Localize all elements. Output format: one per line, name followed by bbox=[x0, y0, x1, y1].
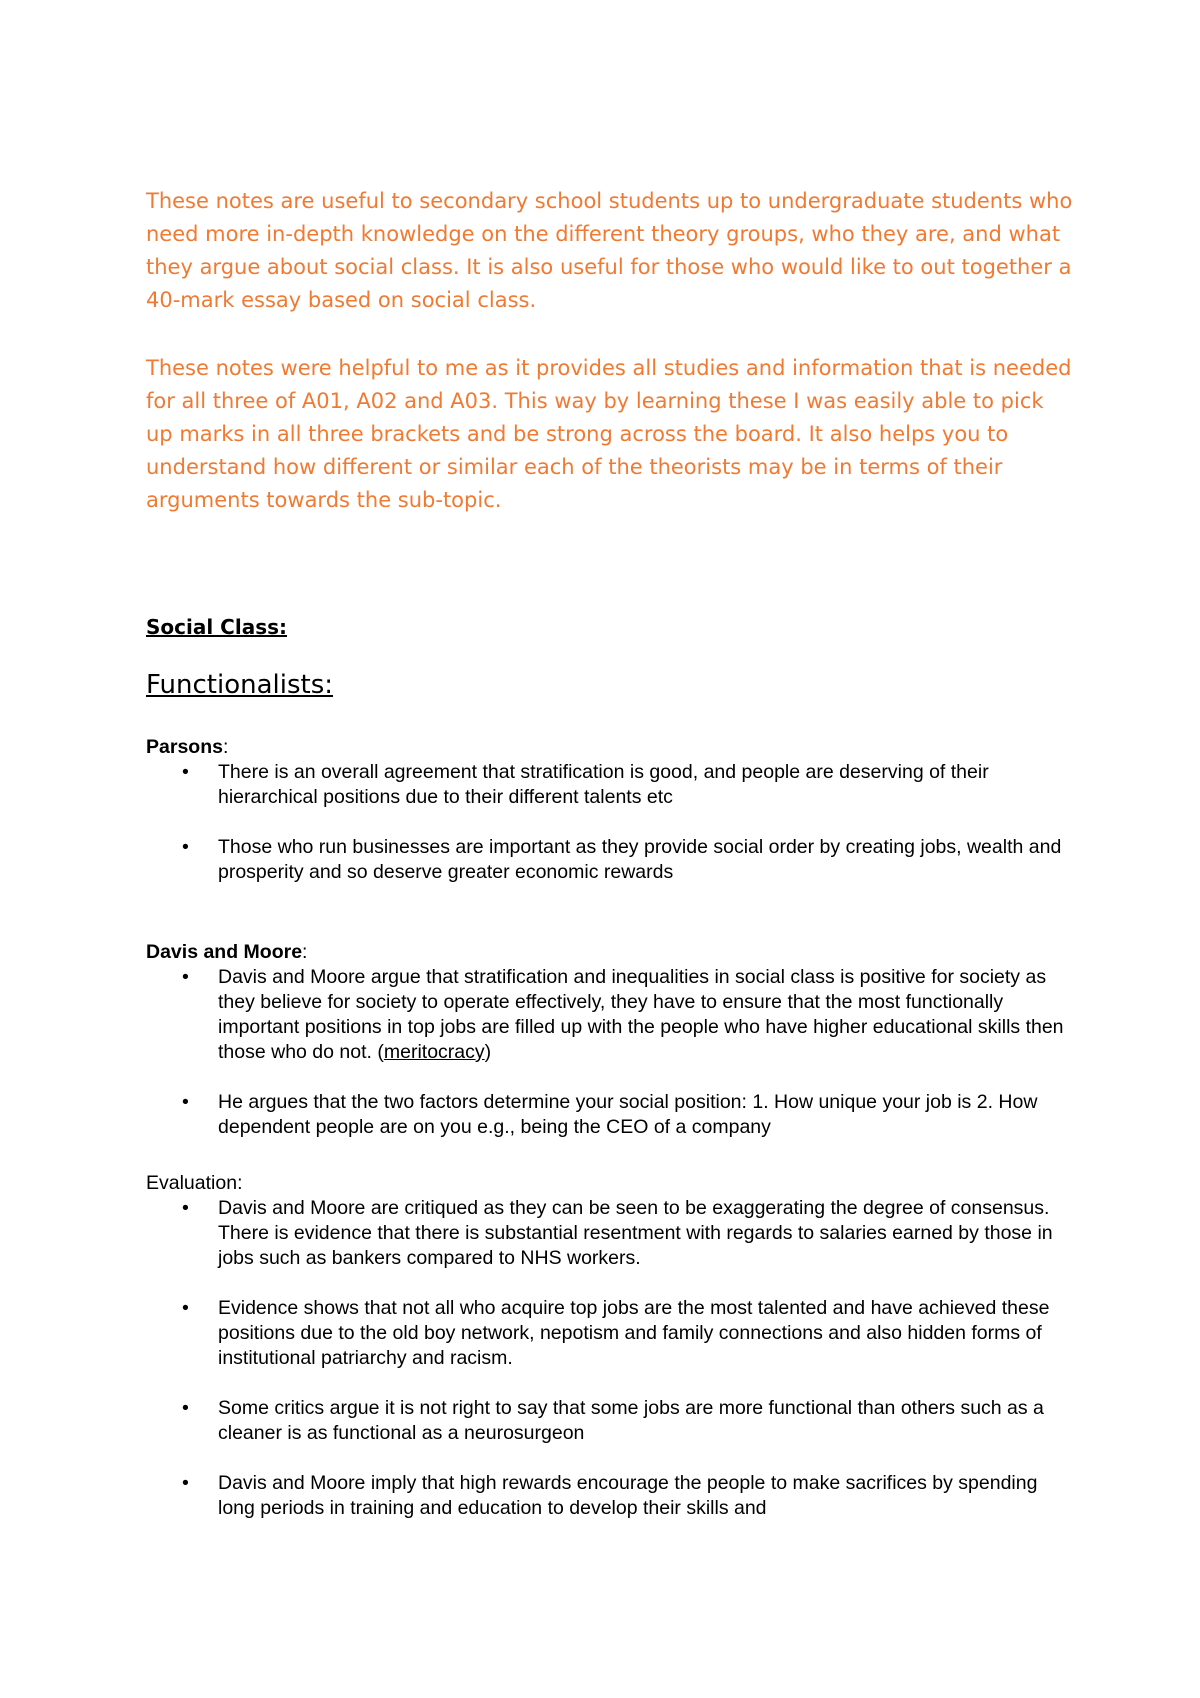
evaluation-points bbox=[146, 1196, 1076, 1521]
intro-paragraph-1: These notes are useful to secondary school students up to undergraduate students who need more in-depth knowledge on the different theory groups, who they are, and what they argue about social class. It is also useful for those who would like to out together a 40-mark essay based on social class. bbox=[146, 189, 1073, 312]
list-item: • Davis and Moore argue that stratification and inequalities in social class is positive for society as they believe for society to operate effectively, they have to ensure that the most functionally important positions in top jobs are filled up with the people who have higher educational skills then those who do not. (meritocracy) bbox=[146, 965, 1076, 1065]
davis-moore-points bbox=[146, 965, 1076, 1140]
parsons-points bbox=[146, 760, 1076, 885]
list-item: • Davis and Moore are critiqued as they can be seen to be exaggerating the degree of consensus. There is evidence that there is substantial resentment with regards to salaries earned by those in jobs such as bankers compared to NHS workers. bbox=[146, 1196, 1076, 1271]
list-item: • There is an overall agreement that stratification is good, and people are deserving of their hierarchical positions due to their different talents etc bbox=[146, 760, 1076, 810]
list-item: • Davis and Moore imply that high rewards encourage the people to make sacrifices by spending long periods in training and education to develop their skills and bbox=[146, 1471, 1076, 1521]
group-title: Functionalists: bbox=[146, 670, 334, 700]
theorist-name: Davis and Moore bbox=[146, 941, 303, 963]
document-page bbox=[146, 185, 1076, 1519]
davis-moore-section bbox=[146, 940, 1076, 1165]
evaluation-section bbox=[146, 1171, 1076, 1546]
intro-paragraph-2: These notes were helpful to me as it provides all studies and information that is needed for all three of A01, A02 and A03. This way by learning these I was easily able to pick up marks in all three brackets and be strong across the board. It also helps you to understand how different or similar each of the theorists may be in terms of their arguments towards the sub-topic. bbox=[146, 356, 1072, 512]
theorist-name: Parsons bbox=[146, 736, 223, 758]
list-item: • Some critics argue it is not right to say that some jobs are more functional than others such as a cleaner is as functional as a neurosurgeon bbox=[146, 1396, 1076, 1446]
list-item: • He argues that the two factors determine your social position: 1. How unique your job is 2. How dependent people are on you e.g., being the CEO of a company bbox=[146, 1090, 1076, 1140]
meritocracy-term: meritocracy bbox=[383, 1041, 485, 1063]
evaluation-label: Evaluation: bbox=[146, 1172, 243, 1194]
list-item: • Those who run businesses are important as they provide social order by creating jobs, wealth and prosperity and so deserve greater economic rewards bbox=[146, 835, 1076, 885]
parsons-section bbox=[146, 735, 1076, 910]
section-title: Social Class: bbox=[146, 615, 288, 639]
davis-moore-heading: Davis and Moore: bbox=[146, 941, 308, 963]
list-item: • Evidence shows that not all who acquire top jobs are the most talented and have achieved these positions due to the old boy network, nepotism and family connections and also hidden forms of institutional patriarchy and racism. bbox=[146, 1296, 1076, 1371]
parsons-heading: Parsons: bbox=[146, 736, 229, 758]
